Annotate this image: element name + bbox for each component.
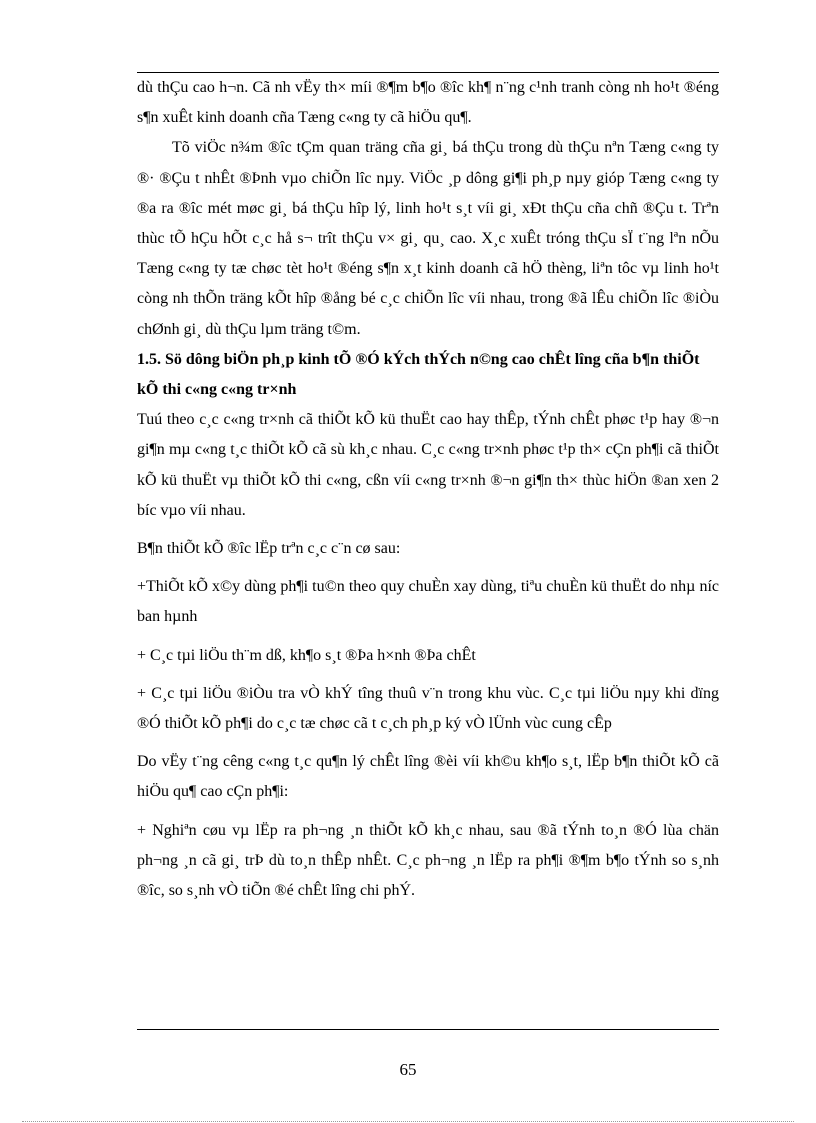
- section-heading: 1.5. Sö dông biÖn ph¸p kinh tÕ ®Ó kÝch thÝch n©ng cao chÊt lîng cña b¶n thiÕt kÕ thi c«ng c«ng tr×nh: [137, 350, 700, 399]
- list-item-hydrology-docs: + C¸c tµi liÖu ®iÒu tra vÒ khÝ tîng thuû v¨n trong khu vùc. C¸c tµi liÖu nµy khi dïng ®Ó thiÕt kÕ ph¶i do c¸c tæ chøc cã t c¸ch ph¸p ký vÒ lÜnh vùc cung cÊp: [137, 684, 719, 733]
- paragraph-bid-strategy: Tõ viÖc n¾m ®îc tÇm quan träng cña gi¸ bá thÇu trong dù thÇu nªn Tæng c«ng ty ®· ®Çu t nhÊt ®Þnh vµo chiÕn lîc nµy. ViÖc ¸p dông gi¶i ph¸p nµy gióp Tæng c«ng ty ®a ra ®îc mét møc gi¸ bá thÇu hîp lý, linh ho¹t s¸t víi gi¸ xÐt thÇu cña chñ ®Çu t. Trªn thùc tÕ hÇu hÕt c¸c hå s¬ trît thÇu v× gi¸ qu¸ cao. X¸c xuÊt tróng thÇu sÏ t¨ng lªn nÕu Tæng c«ng ty tæ chøc tèt ho¹t ®éng s¶n x¸t kinh doanh cã hÖ thèng, liªn tôc vµ linh ho¹t còng nh thÕn träng kÕt hîp ®ång bé c¸c chiÕn lîc víi nhau, trong ®ã lÊu chiÕn lîc ®iÒu chØnh gi¸ dù thÇu lµm träng t©m.: [137, 139, 719, 338]
- paragraph-quality-management: Do vËy t¨ng cêng c«ng t¸c qu¶n lý chÊt lîng ®èi víi kh©u kh¶o s¸t, lËp b¶n thiÕt kÕ cã hiÖu qu¶ cao cÇn ph¶i:: [137, 753, 719, 801]
- page-body: [137, 73, 719, 906]
- footer-rule: [137, 1029, 719, 1030]
- page-edge-dotted-line: [22, 1121, 794, 1122]
- list-item-design-options: + Nghiªn cøu vµ lËp ra ph¬ng ¸n thiÕt kÕ kh¸c nhau, sau ®ã tÝnh to¸n ®Ó lùa chän ph¬ng ¸n cã gi¸ trÞ dù to¸n thÊp nhÊt. C¸c ph¬ng ¸n lËp ra ph¶i ®¶m b¶o tÝnh so s¸nh ®îc, so s¸nh vÒ tiÕn ®é chÊt lîng chi phÝ.: [137, 821, 719, 900]
- paragraph-continuation: dù thÇu cao h¬n. Cã nh vËy th× míi ®¶m b¶o ®îc kh¶ n¨ng c¹nh tranh còng nh ho¹t ®éng s¶n xuÊt kinh doanh cña Tæng c«ng ty cã hiÖu qu¶.: [137, 79, 719, 127]
- paragraph-design-basis: B¶n thiÕt kÕ ®îc lËp trªn c¸c c¨n cø sau:: [137, 540, 401, 558]
- page-number: 65: [399, 1060, 417, 1079]
- list-item-survey-docs: + C¸c tµi liÖu th¨m dß, kh¶o s¸t ®Þa h×nh ®Þa chÊt: [137, 646, 476, 664]
- list-item-standards: +ThiÕt kÕ x©y dùng ph¶i tu©n theo quy chuÈn xay dùng, tiªu chuÈn kü thuËt do nhµ níc ban hµnh: [137, 578, 719, 626]
- paragraph-design-types: Tuú theo c¸c c«ng tr×nh cã thiÕt kÕ kü thuËt cao hay thÊp, tÝnh chÊt phøc t¹p hay ®¬n gi¶n mµ c«ng t¸c thiÕt kÕ cã sù kh¸c nhau. C¸c c«ng tr×nh phøc t¹p th× cÇn ph¶i cã thiÕt kÕ kü thuËt vµ thiÕt kÕ thi c«ng, cßn víi c«ng tr×nh ®¬n gi¶n th× thùc hiÖn ®an xen 2 bíc vµo víi nhau.: [137, 411, 719, 519]
